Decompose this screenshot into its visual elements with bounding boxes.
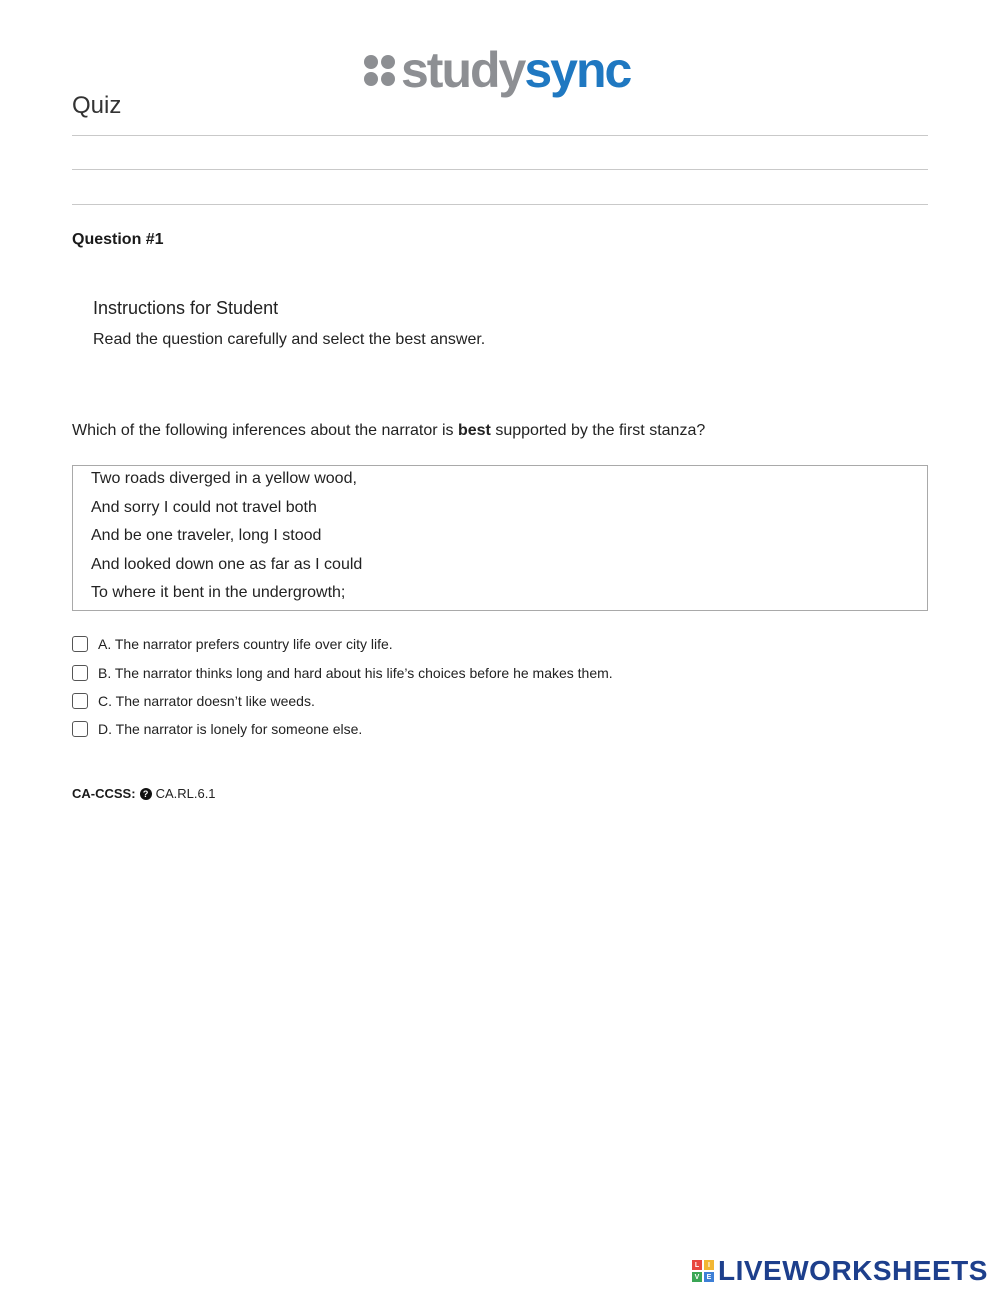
poem-line: And be one traveler, long I stood xyxy=(91,527,322,544)
badge-letter: I xyxy=(704,1260,714,1270)
answer-option-a[interactable] xyxy=(72,635,393,653)
checkbox[interactable] xyxy=(72,636,88,652)
option-label: C. The narrator doesn’t like weeds. xyxy=(98,693,315,709)
option-label: B. The narrator thinks long and hard about his life’s choices before he makes them. xyxy=(98,665,613,681)
standards-reference xyxy=(72,786,216,801)
instructions-text: Read the question carefully and select the best answer. xyxy=(93,331,486,348)
logo-wordmark: studysync xyxy=(401,42,631,98)
studysync-logo xyxy=(364,42,630,98)
badge-letter: E xyxy=(704,1272,714,1282)
option-label: D. The narrator is lonely for someone else. xyxy=(98,721,363,737)
checkbox[interactable] xyxy=(72,665,88,681)
liveworksheets-logo xyxy=(692,1255,988,1287)
poem-line: To where it bent in the undergrowth; xyxy=(91,584,346,601)
standards-label: CA-CCSS: xyxy=(72,786,136,801)
logo-dots-icon xyxy=(364,55,395,86)
question-mark-icon[interactable]: ? xyxy=(140,788,152,800)
badge-letter: L xyxy=(692,1260,702,1270)
answer-option-c[interactable] xyxy=(72,692,315,710)
standard-code: CA.RL.6.1 xyxy=(155,786,216,801)
instructions-title: Instructions for Student xyxy=(93,298,279,318)
question-number: Question #1 xyxy=(72,231,164,248)
live-badge-icon xyxy=(692,1260,714,1282)
divider xyxy=(72,204,928,205)
poem-line: And sorry I could not travel both xyxy=(91,499,317,516)
badge-letter: V xyxy=(692,1272,702,1282)
page-title: Quiz xyxy=(72,92,122,119)
checkbox[interactable] xyxy=(72,693,88,709)
option-label: A. The narrator prefers country life over city life. xyxy=(98,636,393,652)
answer-option-b[interactable] xyxy=(72,664,613,682)
brand-name: LIVEWORKSHEETS xyxy=(718,1255,988,1286)
poem-excerpt-box xyxy=(72,465,928,611)
question-prompt: Which of the following inferences about the narrator is best supported by the first stanza? xyxy=(72,422,706,439)
divider xyxy=(72,135,928,136)
answer-option-d[interactable] xyxy=(72,720,362,738)
poem-line: Two roads diverged in a yellow wood, xyxy=(91,470,357,487)
checkbox[interactable] xyxy=(72,721,88,737)
divider xyxy=(72,169,928,170)
poem-line: And looked down one as far as I could xyxy=(91,556,363,573)
